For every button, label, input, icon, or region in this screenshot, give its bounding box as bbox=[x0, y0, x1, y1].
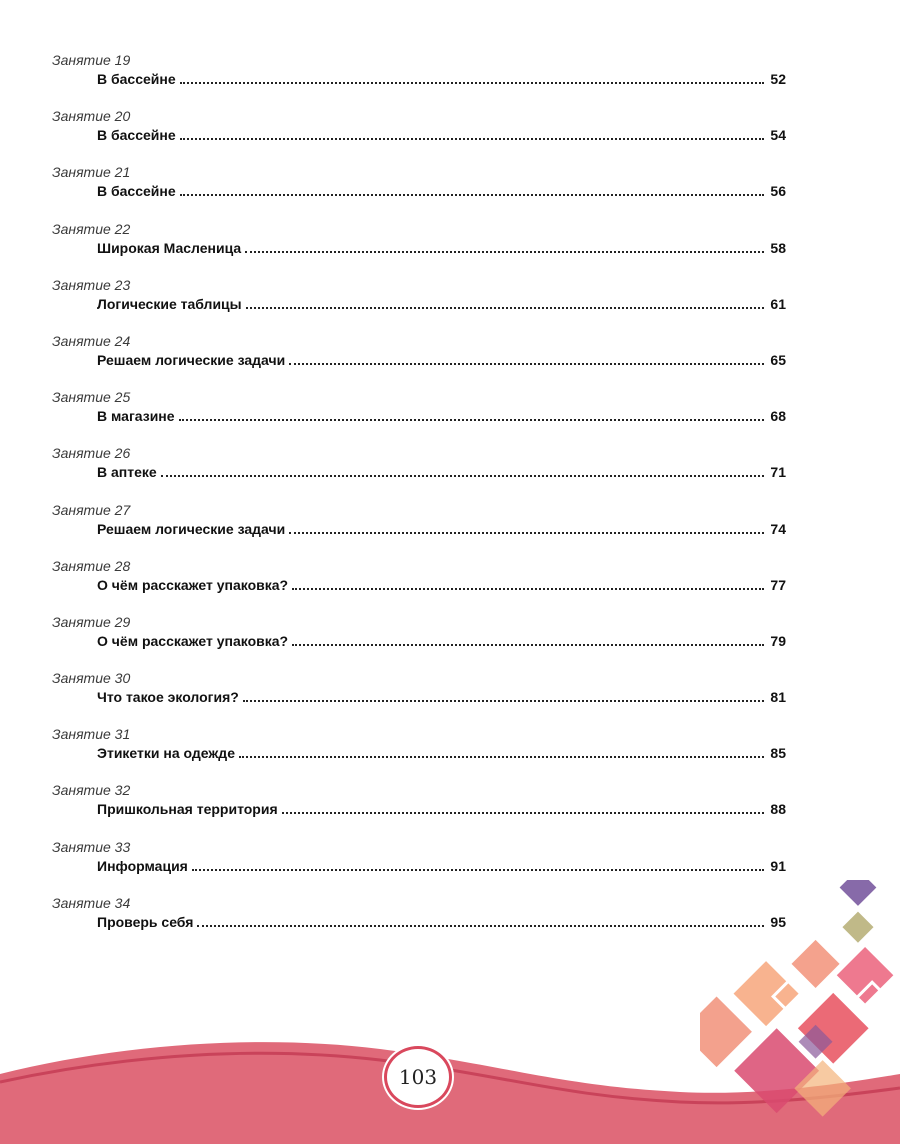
toc-entry bbox=[52, 782, 786, 838]
page-ref: 95 bbox=[770, 913, 786, 930]
dot-leader bbox=[180, 137, 765, 140]
page-ref: 91 bbox=[770, 857, 786, 874]
lesson-title: Информация bbox=[97, 857, 188, 874]
page-ref: 71 bbox=[770, 464, 786, 481]
lesson-number: Занятие 26 bbox=[52, 445, 131, 462]
toc-entry bbox=[52, 52, 786, 108]
page-number-badge bbox=[384, 1046, 452, 1108]
lesson-title: В бассейне bbox=[97, 127, 176, 144]
toc-entry bbox=[52, 558, 786, 614]
page-ref: 88 bbox=[770, 801, 786, 818]
dot-leader bbox=[292, 643, 764, 646]
toc-entry bbox=[52, 614, 786, 670]
toc-entry bbox=[52, 839, 786, 895]
lesson-title: Решаем логические задачи bbox=[97, 351, 286, 368]
lesson-title: О чём расскажет упаковка? bbox=[97, 632, 289, 649]
lesson-title: Проверь себя bbox=[97, 913, 194, 930]
toc-entry bbox=[52, 895, 786, 951]
lesson-number: Занятие 28 bbox=[52, 557, 131, 574]
dot-leader bbox=[243, 699, 765, 702]
toc-entry bbox=[52, 333, 786, 389]
page-number: 103 bbox=[398, 1065, 438, 1089]
lesson-number: Занятие 29 bbox=[52, 613, 131, 630]
toc-entry bbox=[52, 502, 786, 558]
lesson-title: В аптеке bbox=[97, 464, 157, 481]
dot-leader bbox=[161, 474, 765, 477]
dot-leader bbox=[245, 250, 764, 253]
lesson-number: Занятие 33 bbox=[52, 838, 131, 855]
lesson-title: В бассейне bbox=[97, 183, 176, 200]
dot-leader bbox=[192, 868, 765, 871]
lesson-title: О чём расскажет упаковка? bbox=[97, 576, 289, 593]
dot-leader bbox=[292, 587, 764, 590]
lesson-number: Занятие 23 bbox=[52, 276, 131, 293]
lesson-number: Занятие 21 bbox=[52, 164, 131, 181]
dot-leader bbox=[239, 755, 764, 758]
toc-entry bbox=[52, 221, 786, 277]
page-ref: 56 bbox=[770, 183, 786, 200]
lesson-title: Пришкольная территория bbox=[97, 801, 278, 818]
dot-leader bbox=[289, 531, 764, 534]
lesson-number: Занятие 34 bbox=[52, 894, 131, 911]
lesson-title: Что такое экология? bbox=[97, 689, 239, 706]
lesson-number: Занятие 24 bbox=[52, 332, 131, 349]
toc-entry bbox=[52, 445, 786, 501]
page-ref: 85 bbox=[770, 745, 786, 762]
lesson-title: Логические таблицы bbox=[97, 295, 242, 312]
table-of-contents bbox=[52, 52, 786, 951]
toc-entry bbox=[52, 670, 786, 726]
page-ref: 68 bbox=[770, 408, 786, 425]
lesson-number: Занятие 19 bbox=[52, 52, 131, 68]
lesson-number: Занятие 22 bbox=[52, 220, 131, 237]
lesson-title: Решаем логические задачи bbox=[97, 520, 286, 537]
lesson-title: Широкая Масленица bbox=[97, 239, 242, 256]
toc-entry bbox=[52, 389, 786, 445]
lesson-number: Занятие 32 bbox=[52, 782, 131, 799]
toc-entry bbox=[52, 164, 786, 220]
lesson-number: Занятие 25 bbox=[52, 389, 131, 406]
toc-entry bbox=[52, 277, 786, 333]
lesson-number: Занятие 20 bbox=[52, 108, 131, 125]
lesson-title: В магазине bbox=[97, 408, 175, 425]
decorative-squares bbox=[700, 880, 900, 1144]
dot-leader bbox=[282, 811, 765, 814]
page-ref: 77 bbox=[770, 576, 786, 593]
dot-leader bbox=[180, 81, 765, 84]
dot-leader bbox=[197, 924, 764, 927]
page-ref: 52 bbox=[770, 71, 786, 87]
toc-entry bbox=[52, 726, 786, 782]
page-ref: 58 bbox=[770, 239, 786, 256]
page-ref: 74 bbox=[770, 520, 786, 537]
page-ref: 65 bbox=[770, 351, 786, 368]
dot-leader bbox=[289, 362, 764, 365]
page-ref: 81 bbox=[770, 689, 786, 706]
dot-leader bbox=[246, 306, 765, 309]
lesson-number: Занятие 27 bbox=[52, 501, 131, 518]
lesson-number: Занятие 31 bbox=[52, 726, 131, 743]
page-ref: 54 bbox=[770, 127, 786, 144]
page-ref: 61 bbox=[770, 295, 786, 312]
lesson-number: Занятие 30 bbox=[52, 670, 131, 687]
dot-leader bbox=[180, 193, 765, 196]
lesson-title: В бассейне bbox=[97, 71, 176, 87]
dot-leader bbox=[179, 418, 765, 421]
page-ref: 79 bbox=[770, 632, 786, 649]
toc-entry bbox=[52, 108, 786, 164]
lesson-title: Этикетки на одежде bbox=[97, 745, 235, 762]
